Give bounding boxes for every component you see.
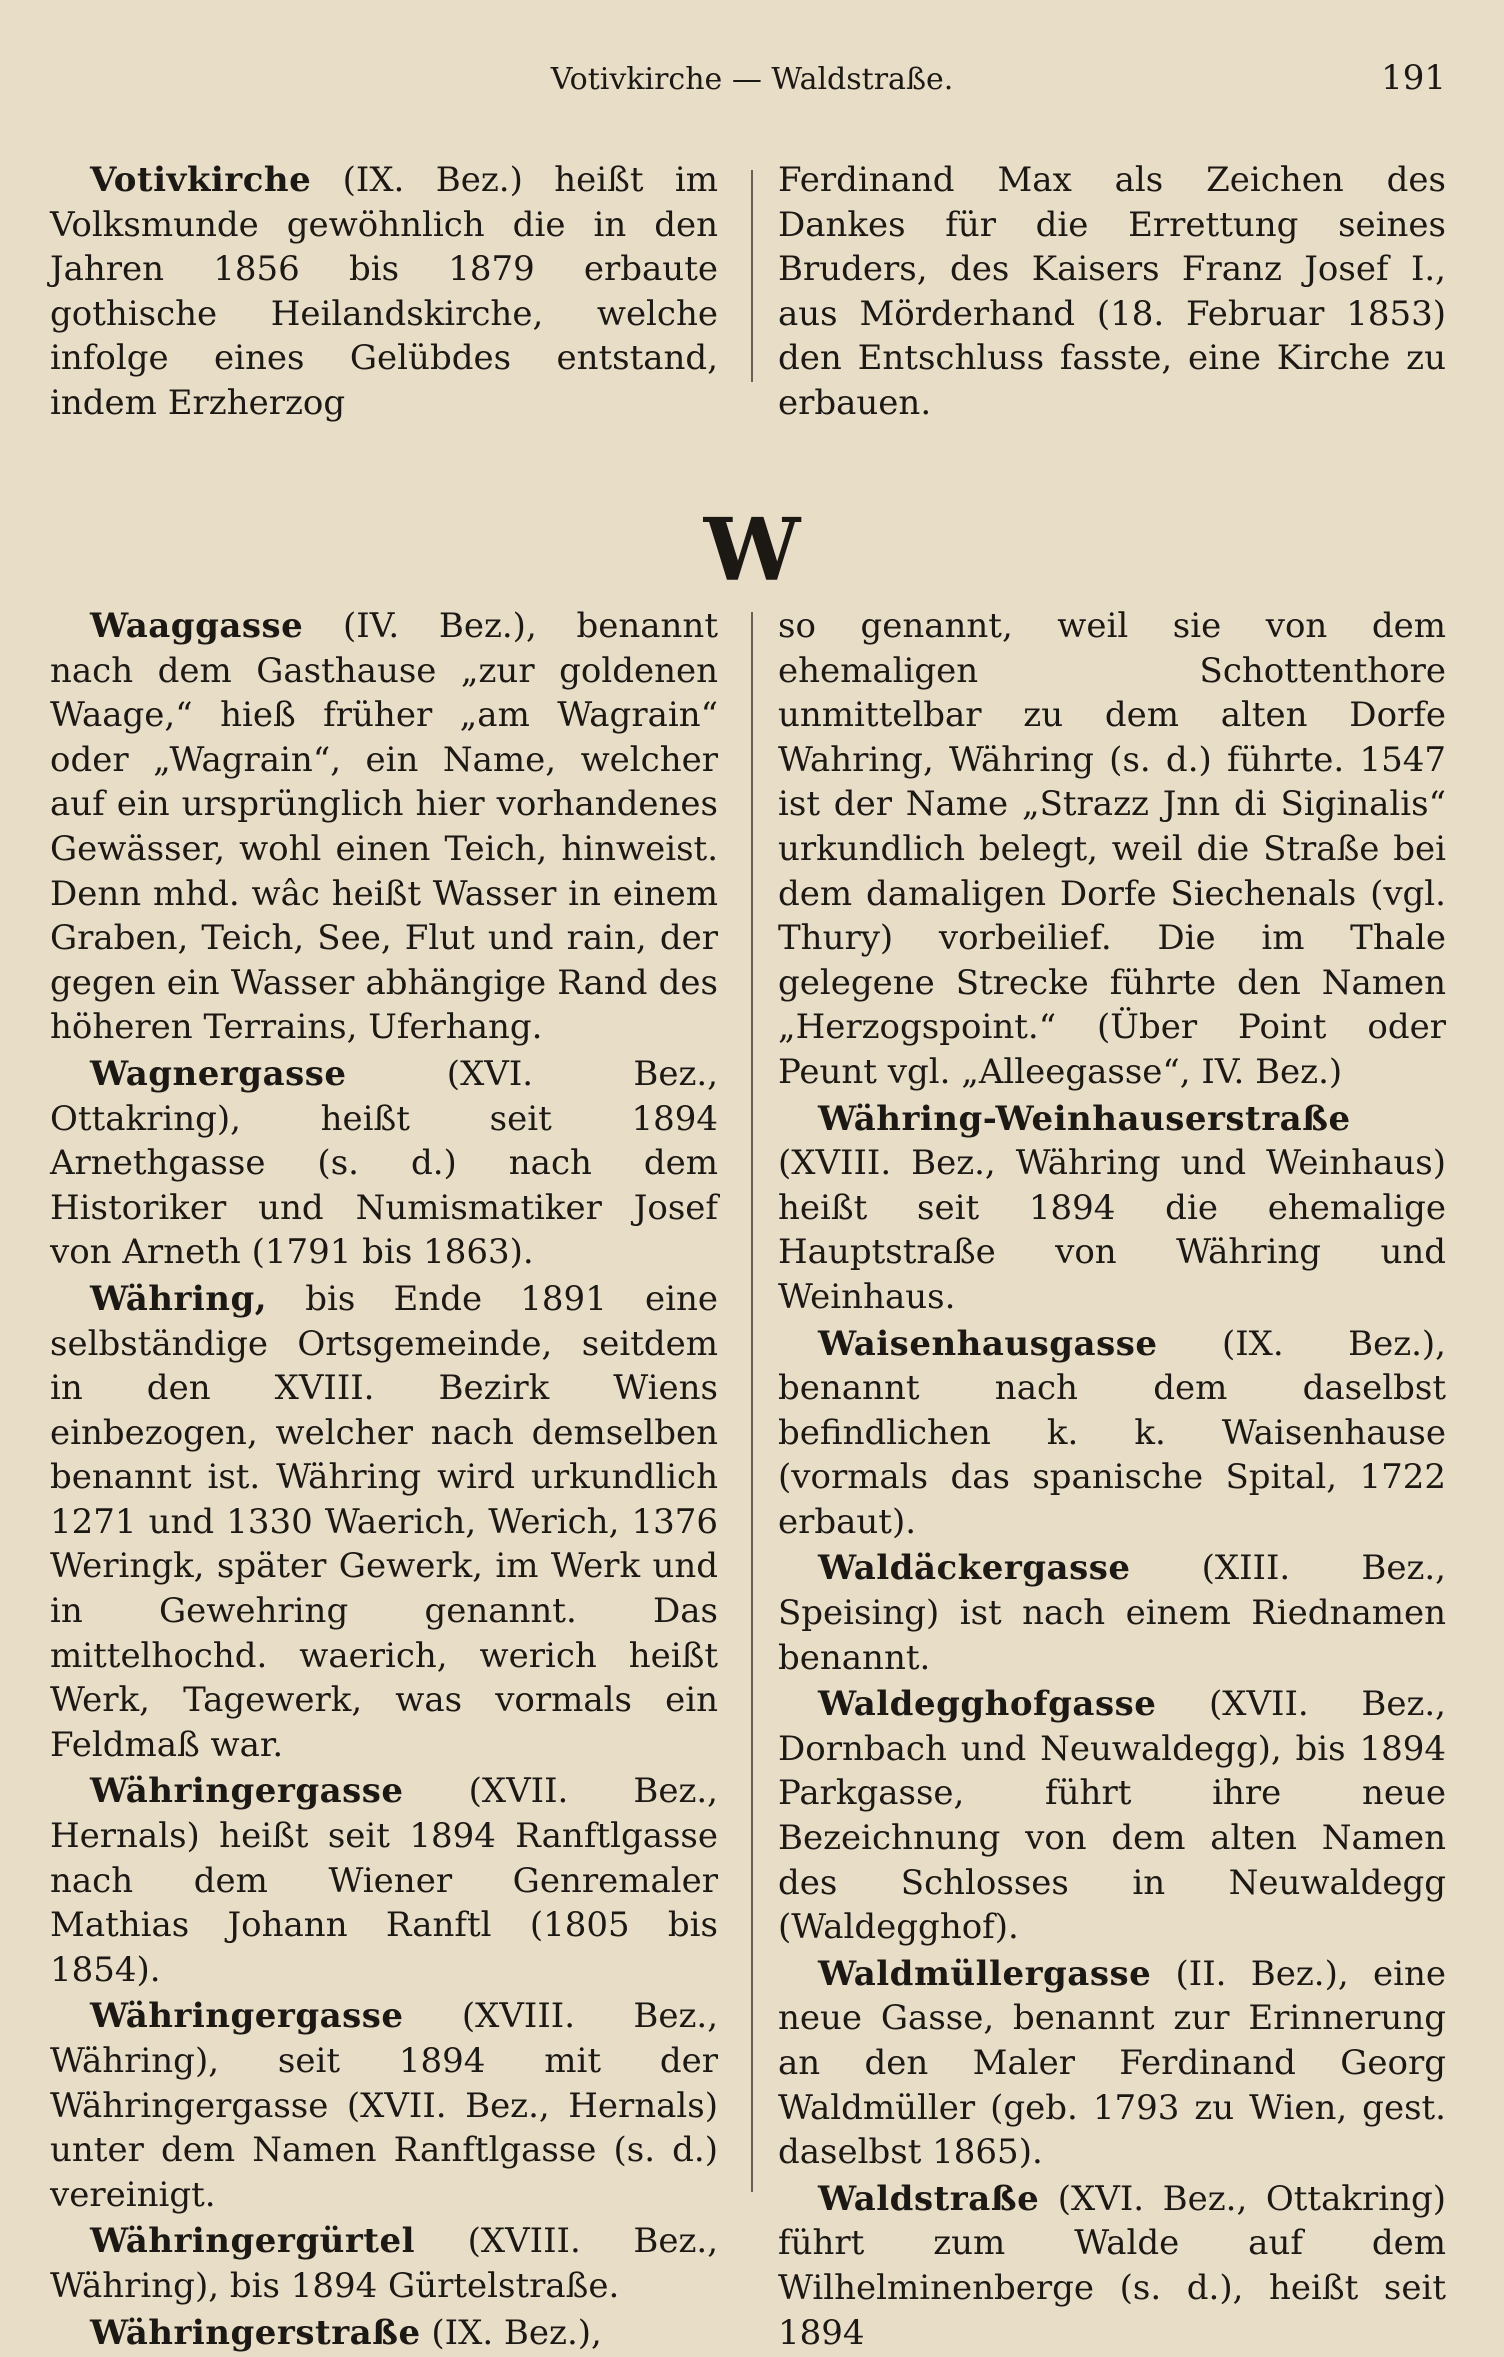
entry-headword: Waisenhausgasse: [818, 1323, 1158, 1364]
entry: [778, 1546, 1446, 1680]
entry-text: (IX. Bez.),: [420, 2312, 602, 2353]
entry-text: (XVI. Bez., Ottakring) führt zum Walde auf dem Wilhelminenberge (s. d.), heißt seit 1894: [778, 2178, 1446, 2353]
running-title: Votivkirche — Waldstraße.: [550, 62, 954, 97]
entry-text: (XVIII. Bez., Währing), seit 1894 mit der Währingergasse (XVII. Bez., Hernals) unter dem Namen Ranftlgasse (s. d.) vereinigt.: [50, 1996, 718, 2215]
entry-headword: Währing,: [90, 1278, 268, 1319]
left-column: [50, 604, 718, 2357]
entry-text: Ferdinand Max als Zeichen des Dankes für die Errettung seines Bruders, des Kaisers Franz Josef I., aus Mörderhand (18. Februar 1853) den Entschluss fasste, eine Kirche zu erbauen.: [778, 160, 1446, 423]
entry: [50, 1769, 718, 1992]
entry-text: bis Ende 1891 eine selbständige Ortsgemeinde, seitdem in den XVIII. Bezirk Wiens einbezogen, welcher nach demselben benannt ist. Währing wird urkundlich 1271 und 1330 Waerich, Werich, 1376 Weringk, später Gewerk, im Werk und in Gewehring genannt. Das mittelhochd. waerich, werich heißt Werk, Tagewerk, was vormals ein Feldmaß war.: [50, 1278, 718, 1765]
page-number: 191: [1381, 58, 1446, 98]
section-letter: W: [703, 500, 801, 601]
entry: [50, 2219, 718, 2308]
entry-text: so genannt, weil sie von dem ehemaligen Schottenthore unmittelbar zu dem alten Dorfe Wahring, Währing (s. d.) führte. 1547 ist der Name „Strazz Jnn di Siginalis“ urkundlich belegt, weil die Straße bei dem damaligen Dorfe Siechenals (vgl. Thury) vorbeilief. Die im Thale gelegene Strecke führte den Namen „Herzogspoint.“ (Über Point oder Peunt vgl. „Alleegasse“, IV. Bez.): [778, 606, 1446, 1092]
entry-text: (IX. Bez.) heißt im Volksmunde gewöhnlich die in den Jahren 1856 bis 1879 erbaute gothische Heilandskirche, welche infolge eines Gelübdes entstand, indem Erzherzog: [50, 160, 718, 423]
entry-text: (XVIII. Bez., Währing), bis 1894 Gürtelstraße.: [50, 2221, 718, 2306]
top-right-column: [778, 158, 1446, 428]
entry-headword: Wagnergasse: [90, 1053, 347, 1094]
entry: [50, 158, 718, 426]
entry-headword: Waaggasse: [90, 606, 304, 646]
entry: [50, 1994, 718, 2217]
entry-headword: Waldmüllergasse: [818, 1953, 1152, 1994]
entry-headword: Votivkirche: [90, 160, 312, 200]
entry-text: (XVII. Bez., Hernals) heißt seit 1894 Ranftlgasse nach dem Wiener Genremaler Mathias Johann Ranftl (1805 bis 1854).: [50, 1771, 718, 1990]
entry-text: (IV. Bez.), benannt nach dem Gasthause „zur goldenen Waage,“ hieß früher „am Wagrain“ oder „Wagrain“, ein Name, welcher auf ein ursprünglich hier vorhandenes Gewässer, wohl einen Teich, hinweist. Denn mhd. wâc heißt Wasser in einem Graben, Teich, See, Flut und rain, der gegen ein Wasser abhängige Rand des höheren Terrains, Uferhang.: [50, 606, 718, 1048]
entry-headword: Waldäckergasse: [818, 1548, 1131, 1589]
entry-text: (XIII. Bez., Speising) ist nach einem Riednamen benannt.: [778, 1548, 1446, 1678]
page-header: [0, 56, 1504, 106]
entry: [50, 1277, 718, 1768]
entry: [778, 1952, 1446, 2175]
entry-continuation: [778, 604, 1446, 1095]
entry-headword: Währing-Weinhauserstraße: [818, 1098, 1351, 1139]
entry-text: (IX. Bez.), benannt nach dem daselbst befindlichen k. k. Waisenhause (vormals das spanische Spital, 1722 erbaut).: [778, 1323, 1446, 1542]
entry-headword: Währingergürtel: [90, 2221, 416, 2262]
entry: [778, 1322, 1446, 1545]
entry-text: (XVIII. Bez., Währing und Weinhaus) heißt seit 1894 die ehemalige Hauptstraße von Währing und Weinhaus.: [778, 1143, 1446, 1317]
entry: [50, 2311, 718, 2356]
entry-text: (II. Bez.), eine neue Gasse, benannt zur Erinnerung an den Maler Ferdinand Georg Waldmüller (geb. 1793 zu Wien, gest. daselbst 1865).: [778, 1953, 1446, 2173]
right-column: [778, 604, 1446, 2357]
entry-text: (XVII. Bez., Dornbach und Neuwaldegg), bis 1894 Parkgasse, führt ihre neue Bezeichnung von dem alten Namen des Schlosses in Neuwaldegg (Waldegghof).: [778, 1684, 1446, 1948]
entry: [50, 604, 718, 1050]
entry-text: (XVI. Bez., Ottakring), heißt seit 1894 Arnethgasse (s. d.) nach dem Historiker und Numismatiker Josef von Arneth (1791 bis 1863).: [50, 1053, 718, 1273]
entry-headword: Waldstraße: [818, 2178, 1040, 2219]
entry: [778, 1682, 1446, 1950]
entry-headword: Währingergasse: [90, 1996, 404, 2037]
entry: [778, 2177, 1446, 2355]
entry-headword: Währingerstraße: [90, 2312, 421, 2353]
entry: [778, 1097, 1446, 1320]
entry-headword: Währingergasse: [90, 1771, 404, 1812]
column-divider: [751, 612, 753, 2192]
entry-headword: Waldegghofgasse: [818, 1684, 1157, 1725]
entry: [50, 1052, 718, 1275]
column-divider-top: [751, 170, 753, 382]
top-left-column: [50, 158, 718, 428]
entry-continuation: [778, 158, 1446, 426]
